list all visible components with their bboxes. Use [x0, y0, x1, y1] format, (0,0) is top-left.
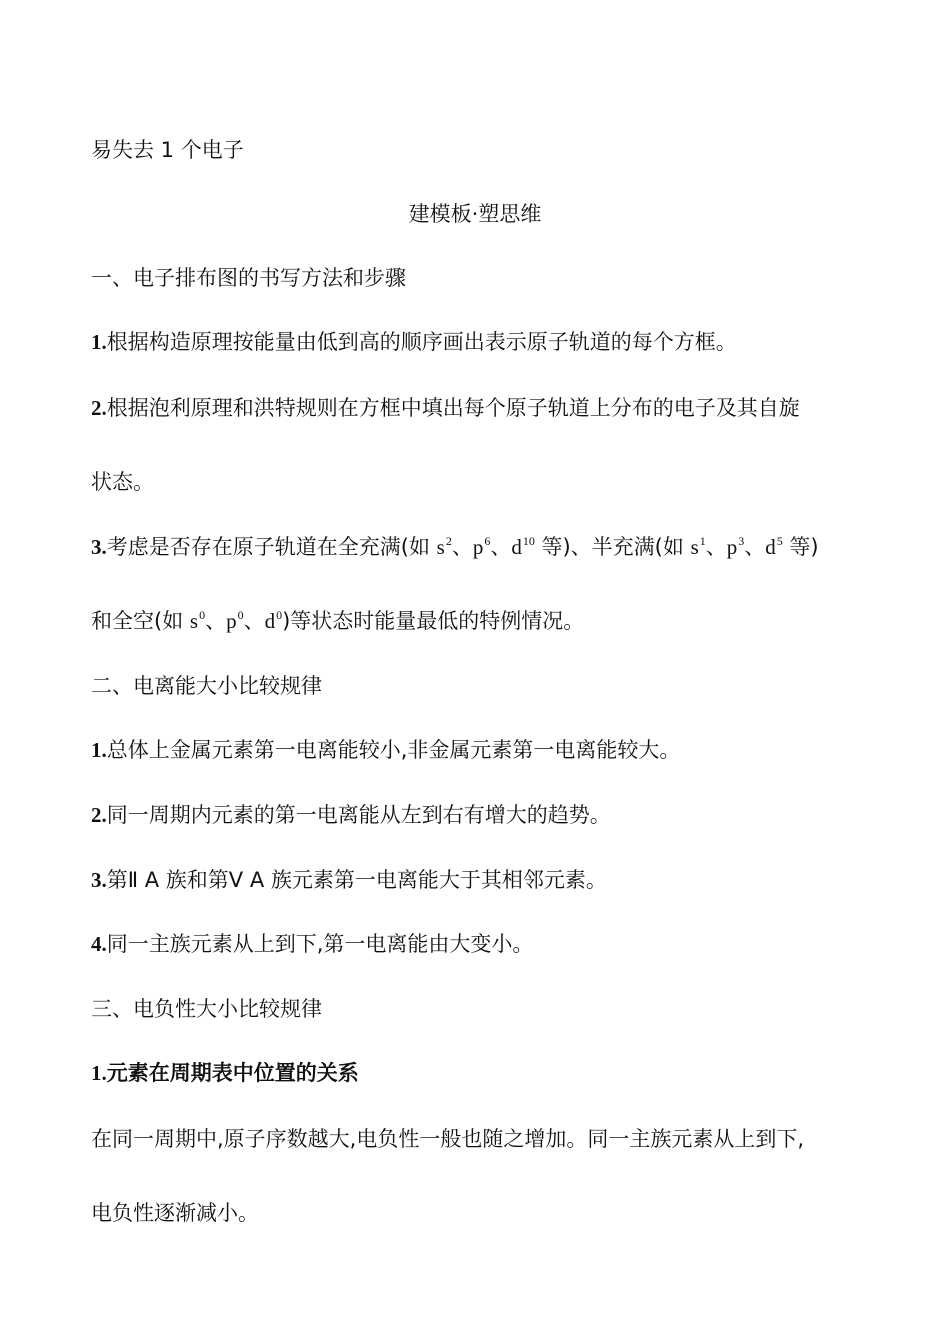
list-item: [91, 929, 871, 959]
superscript: 0: [276, 608, 283, 622]
orbital-s: s: [690, 535, 699, 559]
list-item: [91, 735, 871, 765]
superscript: 2: [445, 534, 452, 548]
superscript: 0: [237, 608, 244, 622]
section-heading-3: 三、电负性大小比较规律: [91, 997, 322, 1021]
paragraph-line: 在同一周期中,原子序数越大,电负性一般也随之增加。同一主族元素从上到下,: [91, 1127, 805, 1151]
superscript: 1: [699, 534, 706, 548]
item-number: 3.: [91, 868, 107, 892]
item-number: 1.: [91, 1061, 107, 1085]
list-item: [91, 865, 871, 895]
item-text: 等)、半充满(如: [534, 535, 691, 559]
superscript: 10: [522, 534, 535, 548]
list-item: [91, 327, 871, 357]
separator: 、: [705, 535, 727, 559]
text-line-continuation: 易失去 1 个电子: [91, 138, 244, 162]
superscript: 6: [484, 534, 491, 548]
item-text: 根据泡利原理和洪特规则在方框中填出每个原子轨道上分布的电子及其自旋: [106, 396, 800, 420]
item-text: 总体上金属元素第一电离能较小,非金属元素第一电离能较大。: [106, 738, 681, 762]
item-text: 同一主族元素从上到下,第一电离能由大变小。: [106, 932, 534, 956]
orbital-p: p: [472, 535, 484, 559]
orbital-p: p: [226, 609, 237, 633]
orbital-s: s: [436, 535, 445, 559]
item-text: 考虑是否存在原子轨道在全充满(如: [106, 535, 437, 559]
subtitle: 建模板·塑思维: [408, 202, 542, 226]
list-item-continuation: 状态。: [91, 470, 154, 494]
item-text: 同一周期内元素的第一电离能从左到右有增大的趋势。: [106, 803, 611, 827]
item-number: 2.: [91, 396, 107, 420]
separator: 、: [744, 535, 766, 559]
orbital-d: d: [264, 609, 276, 633]
list-item: [91, 393, 871, 423]
separator: 、: [205, 609, 227, 633]
list-item: [91, 800, 871, 830]
separator: 、: [243, 609, 265, 633]
paragraph-line: 电负性逐渐减小。: [91, 1201, 259, 1225]
item-number: 2.: [91, 803, 107, 827]
list-item-continuation: [91, 606, 871, 636]
list-item: [91, 532, 871, 562]
separator: 、: [490, 535, 512, 559]
item-text: 等): [782, 535, 819, 559]
separator: 、: [451, 535, 473, 559]
orbital-d: d: [765, 535, 776, 559]
orbital-p: p: [726, 535, 738, 559]
item-text: )等状态时能量最低的特例情况。: [282, 609, 585, 633]
sub-heading: [91, 1058, 871, 1088]
item-text: 第Ⅱ A 族和第Ⅴ A 族元素第一电离能大于其相邻元素。: [106, 868, 607, 892]
section-heading-2: 二、电离能大小比较规律: [91, 674, 322, 698]
item-text: 根据构造原理按能量由低到高的顺序画出表示原子轨道的每个方框。: [106, 330, 737, 354]
item-text: 元素在周期表中位置的关系: [106, 1061, 359, 1085]
item-number: 4.: [91, 932, 107, 956]
item-text: 和全空(如: [91, 609, 190, 633]
orbital-s: s: [189, 609, 199, 633]
superscript: 5: [776, 534, 783, 548]
section-heading-1: 一、电子排布图的书写方法和步骤: [91, 266, 406, 290]
orbital-d: d: [511, 535, 522, 559]
item-number: 1.: [91, 738, 107, 762]
item-number: 3.: [91, 535, 107, 559]
item-number: 1.: [91, 330, 107, 354]
superscript: 3: [738, 534, 745, 548]
superscript: 0: [199, 608, 206, 622]
